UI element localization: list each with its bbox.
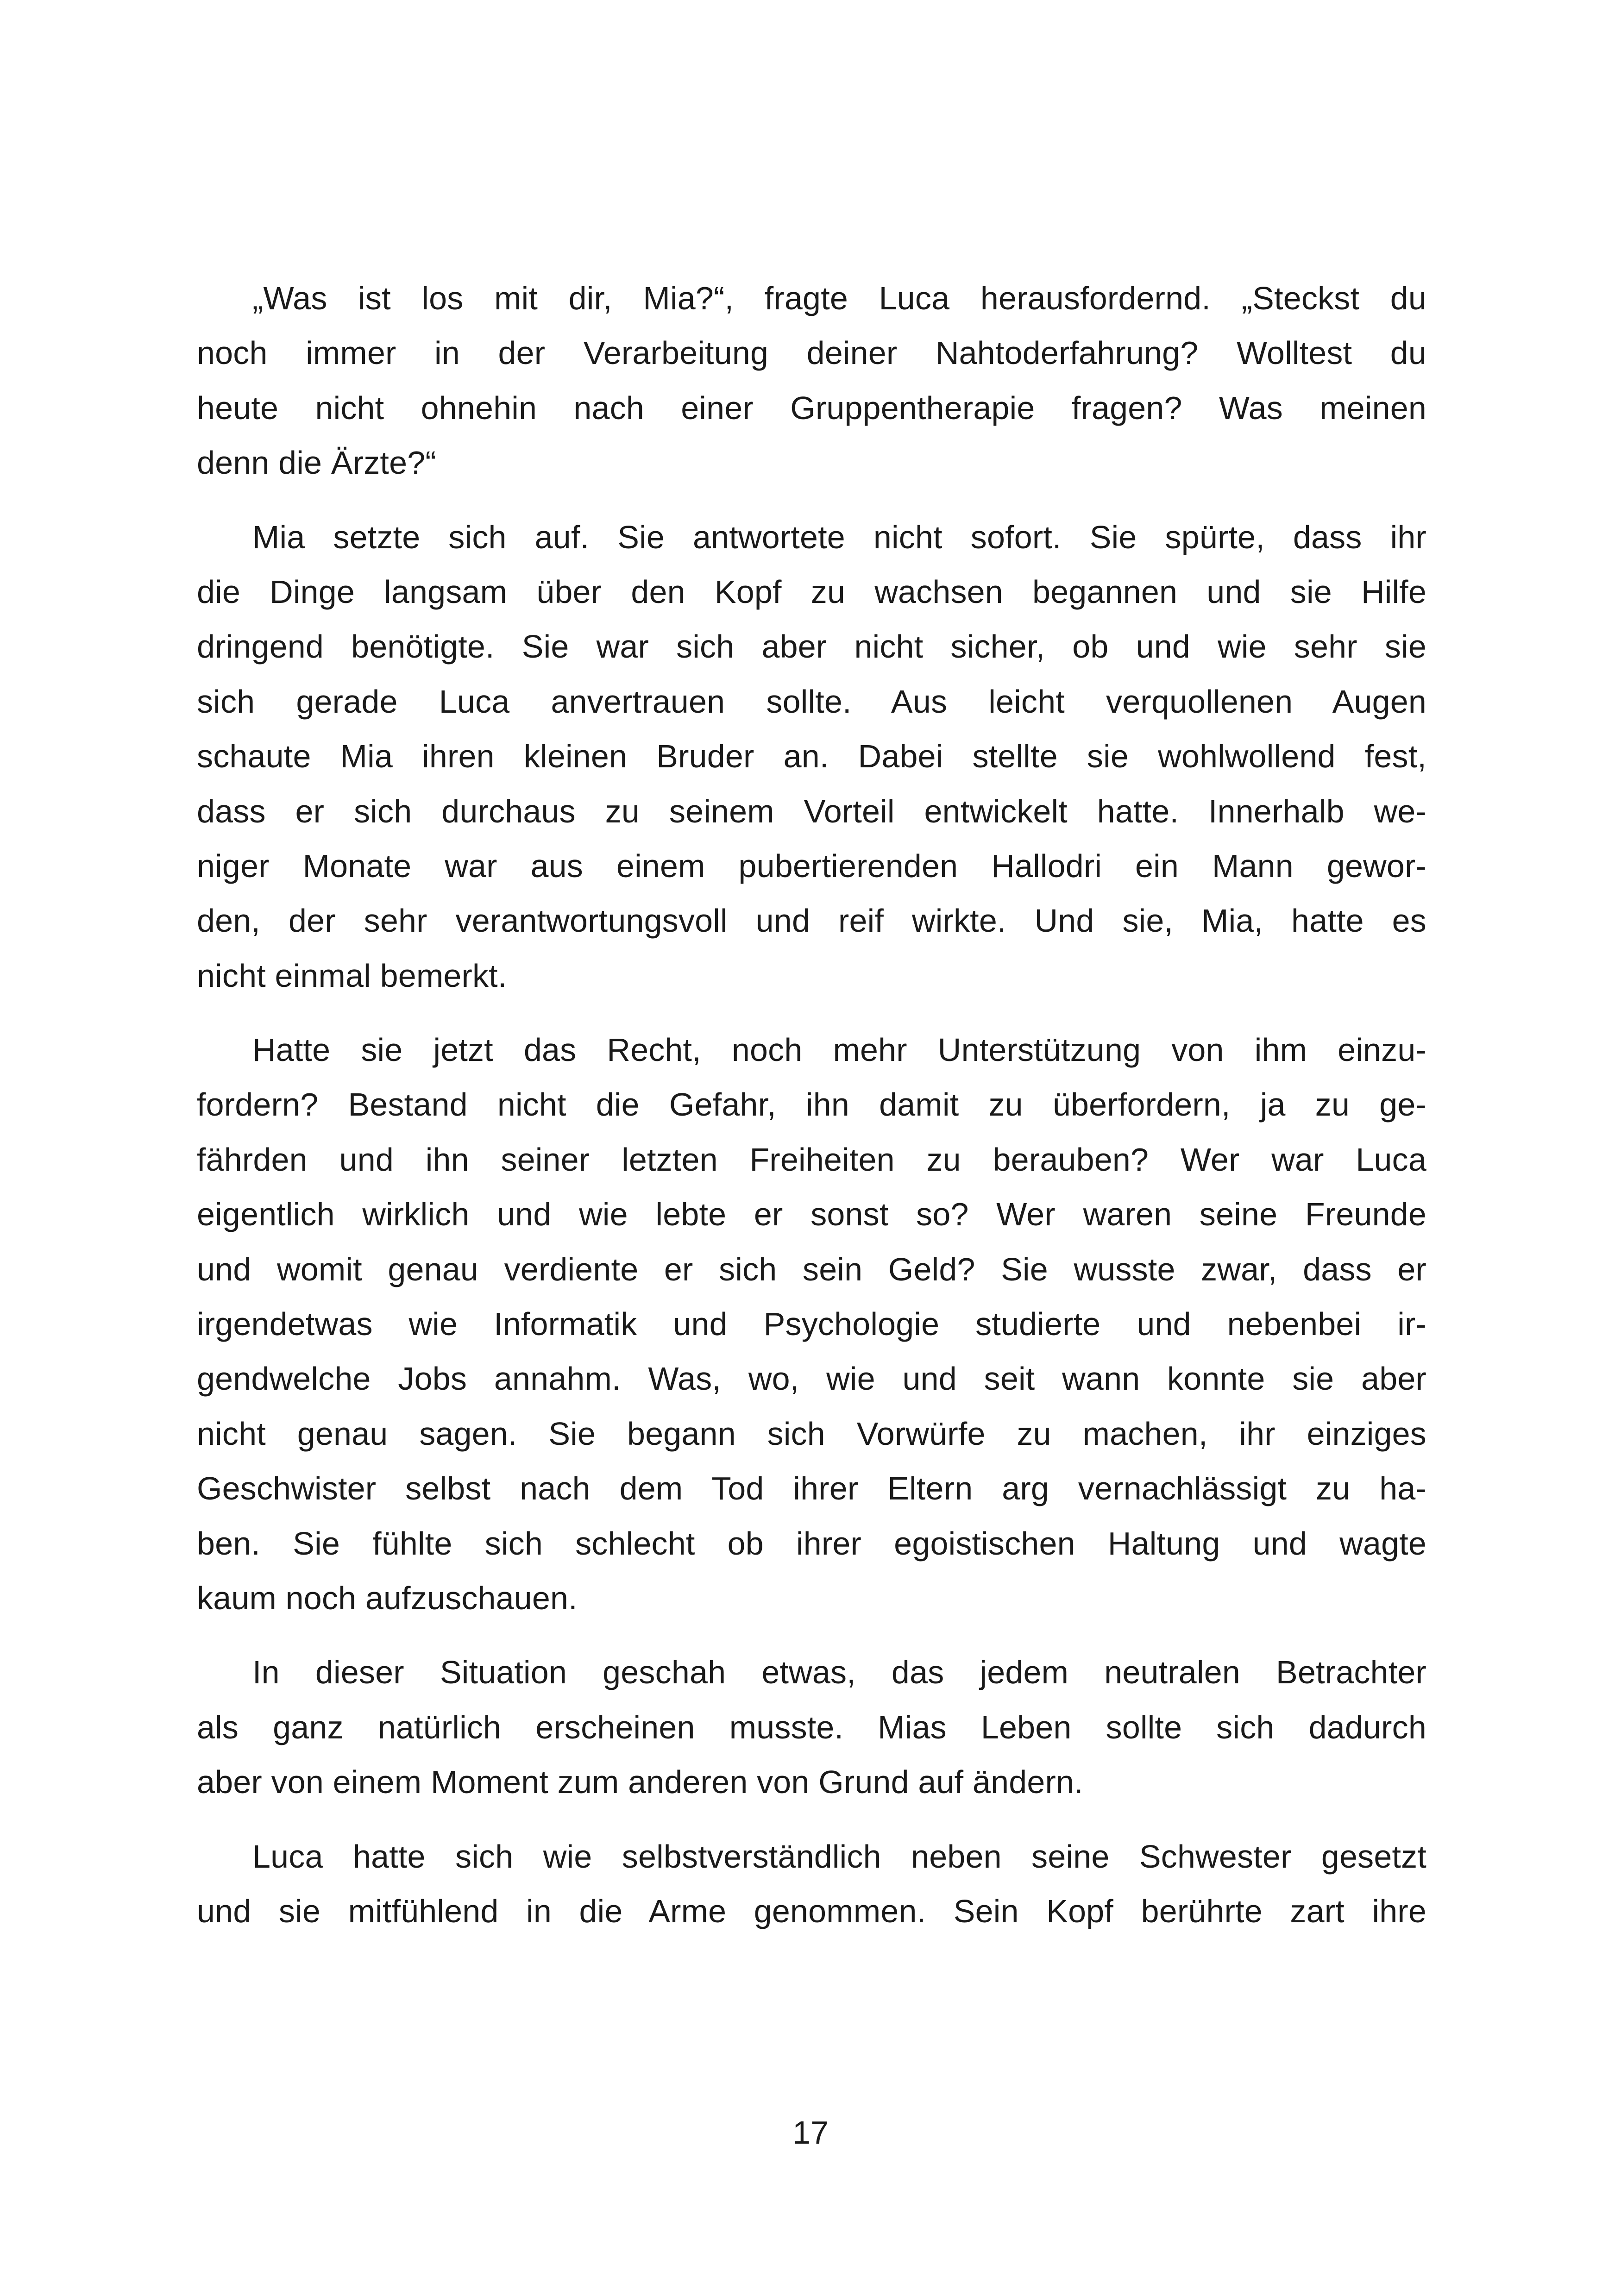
text-line: denn die Ärzte?“ [197, 445, 436, 481]
text-line: fährden und ihn seiner letzten Freiheiten zu berauben? Wer war Luca [197, 1141, 1426, 1178]
text-line: den, der sehr verantwortungsvoll und reif wirkte. Und sie, Mia, hatte es [197, 903, 1426, 939]
text-line: und womit genau verdiente er sich sein Geld? Sie wusste zwar, dass er [197, 1251, 1426, 1287]
text-line: als ganz natürlich erscheinen musste. Mias Leben sollte sich dadurch [197, 1709, 1426, 1745]
text-line: kaum noch aufzuschauen. [197, 1580, 578, 1616]
page-number: 17 [792, 2114, 829, 2151]
text-line: schaute Mia ihren kleinen Bruder an. Dabei stellte sie wohlwollend fest, [197, 738, 1426, 775]
text-line: dass er sich durchaus zu seinem Vorteil entwickelt hatte. Innerhalb we- [197, 793, 1426, 829]
text-line: niger Monate war aus einem pubertierenden Hallodri ein Mann gewor- [197, 847, 1426, 884]
text-line: dringend benötigte. Sie war sich aber nicht sicher, ob und wie sehr sie [197, 628, 1426, 665]
text-line: ben. Sie fühlte sich schlecht ob ihrer egoistischen Haltung und wagte [197, 1525, 1426, 1562]
text-line: gendwelche Jobs annahm. Was, wo, wie und seit wann konnte sie aber [197, 1361, 1426, 1397]
text-line: nicht genau sagen. Sie begann sich Vorwürfe zu machen, ihr einziges [197, 1415, 1426, 1452]
text-line: sich gerade Luca anvertrauen sollte. Aus leicht verquollenen Augen [197, 683, 1426, 720]
paragraph-4 [197, 1645, 1426, 1809]
paragraph-2 [197, 510, 1426, 1004]
text-line: Mia setzte sich auf. Sie antwortete nicht sofort. Sie spürte, dass ihr [252, 519, 1426, 555]
text-line: Geschwister selbst nach dem Tod ihrer Eltern arg vernachlässigt zu ha- [197, 1470, 1426, 1507]
text-line: heute nicht ohnehin nach einer Gruppentherapie fragen? Was meinen [197, 389, 1426, 426]
paragraph-5 [197, 1829, 1426, 1939]
text-line: nicht einmal bemerkt. [197, 957, 507, 994]
text-line: irgendetwas wie Informatik und Psychologie studierte und nebenbei ir- [197, 1306, 1426, 1342]
paragraph-1 [197, 271, 1426, 490]
text-line: Hatte sie jetzt das Recht, noch mehr Unterstützung von ihm einzu- [252, 1032, 1426, 1068]
text-line: noch immer in der Verarbeitung deiner Nahtoderfahrung? Wolltest du [197, 335, 1426, 371]
text-line: In dieser Situation geschah etwas, das jedem neutralen Betrachter [252, 1654, 1426, 1691]
text-line: Luca hatte sich wie selbstverständlich neben seine Schwester gesetzt [252, 1838, 1426, 1875]
body-text [197, 271, 1426, 1958]
text-line: die Dinge langsam über den Kopf zu wachsen begannen und sie Hilfe [197, 573, 1426, 610]
text-line: und sie mitfühlend in die Arme genommen. Sein Kopf berührte zart ihre [197, 1893, 1426, 1929]
text-line: „Was ist los mit dir, Mia?“, fragte Luca herausfordernd. „Steckst du [252, 280, 1426, 316]
paragraph-3 [197, 1023, 1426, 1625]
text-line: eigentlich wirklich und wie lebte er sonst so? Wer waren seine Freunde [197, 1196, 1426, 1233]
text-line: aber von einem Moment zum anderen von Grund auf ändern. [197, 1764, 1083, 1800]
text-line: fordern? Bestand nicht die Gefahr, ihn damit zu überfordern, ja zu ge- [197, 1086, 1426, 1123]
